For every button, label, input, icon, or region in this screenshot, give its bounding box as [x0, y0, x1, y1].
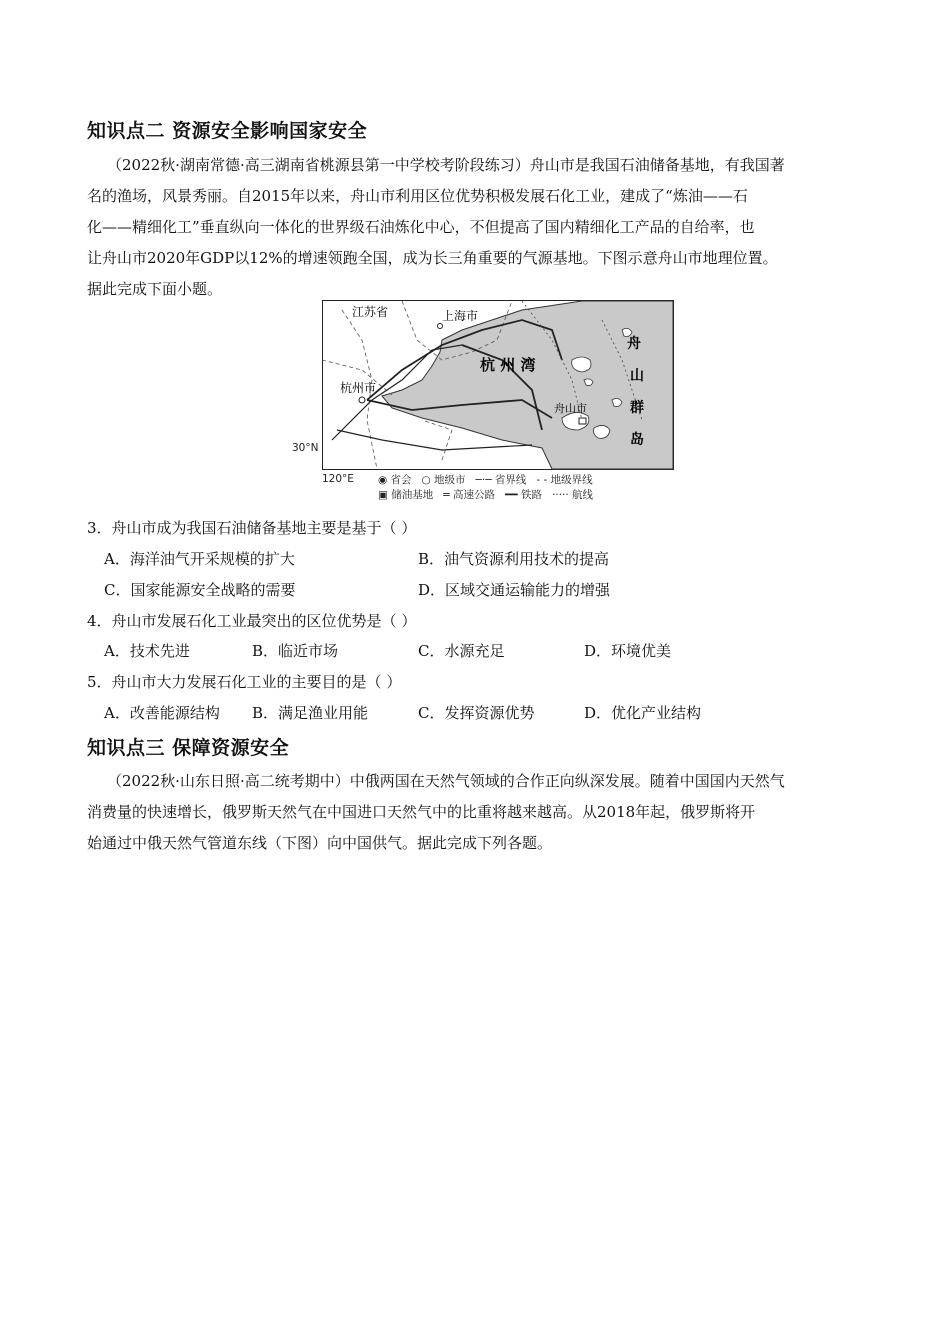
- intro-line: 始通过中俄天然气管道东线（下图）向中国供气。据此完成下列各题。: [87, 834, 553, 852]
- question-5-option-b[interactable]: B．满足渔业用能: [252, 704, 369, 722]
- label-shanghai: 上海市: [442, 309, 479, 323]
- lat-label: 30°N: [292, 442, 319, 454]
- legend-item: - - 地级界线: [536, 474, 593, 486]
- question-3-option-b[interactable]: B．油气资源利用技术的提高: [418, 550, 610, 568]
- question-3-option-c[interactable]: C．国家能源安全战略的需要: [104, 581, 296, 599]
- question-4-option-b[interactable]: B．临近市场: [252, 642, 339, 660]
- label-jiangsu: 江苏省: [352, 305, 389, 319]
- legend-item: ─·─ 省界线: [475, 474, 527, 486]
- question-5-option-a[interactable]: A．改善能源结构: [104, 704, 220, 722]
- label-zhoushan-city: 舟山市: [554, 402, 587, 415]
- section3-title: 知识点三 保障资源安全: [87, 737, 290, 759]
- intro-line: 消费量的快速增长，俄罗斯天然气在中国进口天然气中的比重将越来越高。从2018年起，俄罗斯将开: [87, 803, 756, 821]
- hangzhou-marker: [359, 397, 365, 403]
- legend-item: ═ 高速公路: [443, 489, 495, 501]
- label-islands-4: 岛: [630, 432, 644, 448]
- label-islands-1: 舟: [627, 336, 641, 352]
- label-islands-2: 山: [630, 368, 644, 384]
- island: [612, 398, 622, 406]
- legend-item: ◉ 省会: [378, 474, 412, 486]
- oil-reserve-marker: [579, 418, 586, 424]
- legend-row1: [378, 472, 593, 487]
- intro-line: 据此完成下面小题。: [87, 280, 223, 298]
- legend-item: ━━ 铁路: [504, 489, 542, 501]
- question-5-stem: 5．舟山市大力发展石化工业的主要目的是（ ）: [87, 673, 402, 691]
- label-hangzhou-bay: 杭 州 湾: [480, 356, 536, 374]
- question-4-stem: 4．舟山市发展石化工业最突出的区位优势是（ ）: [87, 612, 417, 630]
- intro-line: （2022秋·湖南常德·高三湖南省桃源县第一中学校考阶段练习）舟山市是我国石油储备基地，有我国著: [107, 156, 785, 174]
- question-3-option-d[interactable]: D．区域交通运输能力的增强: [418, 581, 611, 599]
- question-4-option-d[interactable]: D．环境优美: [584, 642, 672, 660]
- section3-intro: [87, 766, 862, 859]
- intro-line: 让舟山市2020年GDP以12%的增速领跑全国，成为长三角重要的气源基地。下图示意舟山市地理位置。: [87, 249, 778, 267]
- lon-label: 120°E: [322, 473, 354, 485]
- legend-item: ▣ 储油基地: [378, 489, 434, 501]
- question-4-option-a[interactable]: A．技术先进: [104, 642, 190, 660]
- legend-item: ····· 航线: [551, 489, 593, 501]
- section2-title: 知识点二 资源安全影响国家安全: [87, 120, 368, 142]
- question-5-option-c[interactable]: C．发挥资源优势: [418, 704, 535, 722]
- intro-line: 化——精细化工”垂直纵向一体化的世界级石油炼化中心，不但提高了国内精细化工产品的自给率，也: [87, 218, 755, 236]
- intro-line: 名的渔场，风景秀丽。自2015年以来，舟山市利用区位优势积极发展石化工业，建成了“炼油——石: [87, 187, 748, 205]
- zhoushan-location-map: [322, 300, 674, 470]
- section2-intro: [87, 150, 862, 305]
- question-5-option-d[interactable]: D．优化产业结构: [584, 704, 702, 722]
- question-4-option-c[interactable]: C．水源充足: [418, 642, 505, 660]
- shanghai-marker: [438, 324, 443, 329]
- question-3-stem: 3．舟山市成为我国石油储备基地主要是基于（ ）: [87, 519, 417, 537]
- label-islands-3: 群: [630, 400, 644, 416]
- legend-item: ○ 地级市: [421, 474, 466, 486]
- label-hangzhou: 杭州市: [340, 381, 377, 395]
- legend-row2: [378, 487, 593, 502]
- question-3-option-a[interactable]: A．海洋油气开采规模的扩大: [104, 550, 295, 568]
- intro-line: （2022秋·山东日照·高二统考期中）中俄两国在天然气领域的合作正向纵深发展。随着中国国内天然气: [107, 772, 785, 790]
